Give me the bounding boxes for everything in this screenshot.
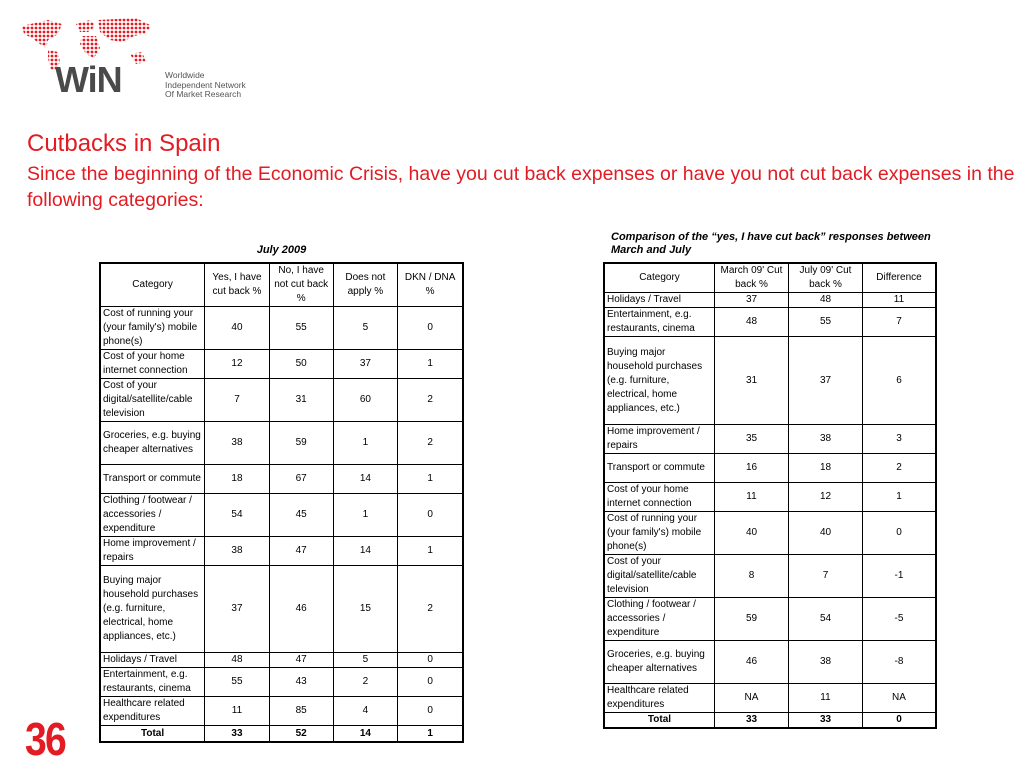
row-value-cell: 11 [789,684,863,713]
row-category-cell: Cost of running your (your family's) mobile phone(s) [605,512,715,555]
row-value-cell: 38 [205,537,270,566]
row-category-cell: Cost of running your (your family's) mobile phone(s) [101,307,205,350]
total-value-cell: 33 [715,713,789,728]
row-value-cell: 60 [333,379,398,422]
row-value-cell: 3 [863,425,936,454]
header-dkn-dna: DKN / DNA % [398,264,463,307]
row-value-cell: 0 [398,668,463,697]
total-value-cell: 0 [863,713,936,728]
row-value-cell: 1 [398,537,463,566]
table-row [605,555,936,598]
table-row [101,566,463,653]
row-category-cell: Cost of your digital/satellite/cable television [605,555,715,598]
table-row [605,308,936,337]
row-value-cell: 2 [863,454,936,483]
row-category-cell: Cost of your home internet connection [605,483,715,512]
table-row [101,465,463,494]
row-category-cell: Entertainment, e.g. restaurants, cinema [101,668,205,697]
row-category-cell: Groceries, e.g. buying cheaper alternatives [101,422,205,465]
table-row [101,653,463,668]
row-value-cell: 7 [863,308,936,337]
table-row [605,454,936,483]
table-row [605,337,936,425]
total-value-cell: 52 [269,726,333,742]
row-value-cell: 18 [789,454,863,483]
row-value-cell: 31 [269,379,333,422]
total-value-cell: 14 [333,726,398,742]
row-category-cell: Holidays / Travel [605,293,715,308]
row-value-cell: 7 [789,555,863,598]
row-value-cell: 55 [789,308,863,337]
row-value-cell: 37 [205,566,270,653]
row-value-cell: 0 [398,494,463,537]
logo-tagline-line3: Of Market Research [165,89,242,99]
row-value-cell: 37 [333,350,398,379]
row-value-cell: -8 [863,641,936,684]
header-yes-cut-back: Yes, I have cut back % [205,264,270,307]
row-value-cell: 45 [269,494,333,537]
row-category-cell: Healthcare related expenditures [605,684,715,713]
row-value-cell: 54 [789,598,863,641]
row-value-cell: 0 [398,697,463,726]
row-value-cell: 46 [269,566,333,653]
row-category-cell: Home improvement / repairs [101,537,205,566]
row-value-cell: 85 [269,697,333,726]
row-value-cell: 12 [789,483,863,512]
row-category-cell: Home improvement / repairs [605,425,715,454]
row-value-cell: 11 [863,293,936,308]
row-value-cell: 37 [789,337,863,425]
row-value-cell: 38 [789,641,863,684]
row-value-cell: 18 [205,465,270,494]
table-row [101,697,463,726]
row-value-cell: 1 [398,465,463,494]
header-july-cut-back: July 09' Cut back % [789,264,863,293]
row-value-cell: 40 [715,512,789,555]
row-value-cell: 48 [715,308,789,337]
logo-tagline-line1: Worldwide [165,70,205,80]
row-value-cell: 0 [398,307,463,350]
july-2009-table [100,263,463,742]
row-value-cell: 43 [269,668,333,697]
row-category-cell: Holidays / Travel [101,653,205,668]
total-label-cell: Total [605,713,715,728]
row-value-cell: 37 [715,293,789,308]
logo-tagline [165,71,246,100]
table-row [605,425,936,454]
row-value-cell: 15 [333,566,398,653]
row-value-cell: 2 [398,422,463,465]
row-value-cell: 2 [398,379,463,422]
win-logo [18,18,258,98]
row-value-cell: 7 [205,379,270,422]
row-category-cell: Groceries, e.g. buying cheaper alternatives [605,641,715,684]
row-value-cell: NA [863,684,936,713]
row-value-cell: 11 [715,483,789,512]
row-value-cell: 55 [205,668,270,697]
row-value-cell: 31 [715,337,789,425]
row-category-cell: Clothing / footwear / accessories / expenditure [605,598,715,641]
table-row [101,537,463,566]
table-row [101,422,463,465]
slide-title: Cutbacks in Spain [27,130,221,157]
table-row [101,307,463,350]
row-value-cell: 55 [269,307,333,350]
row-value-cell: 54 [205,494,270,537]
total-value-cell: 33 [789,713,863,728]
row-value-cell: 0 [398,653,463,668]
row-category-cell: Transport or commute [101,465,205,494]
logo-tagline-line2: Independent Network [165,79,246,90]
row-value-cell: 59 [715,598,789,641]
right-table-caption: Comparison of the “yes, I have cut back” responses between March and July [611,231,931,256]
header-category: Category [101,264,205,307]
row-value-cell: 40 [205,307,270,350]
row-value-cell: 1 [333,422,398,465]
row-value-cell: 47 [269,537,333,566]
row-value-cell: 14 [333,465,398,494]
table-row [605,598,936,641]
row-value-cell: 2 [333,668,398,697]
header-does-not-apply: Does not apply % [333,264,398,307]
row-value-cell: 16 [715,454,789,483]
row-category-cell: Buying major household purchases (e.g. furniture, electrical, home appliances, etc.) [605,337,715,425]
row-value-cell: 50 [269,350,333,379]
row-value-cell: 47 [269,653,333,668]
row-value-cell: -5 [863,598,936,641]
row-value-cell: 46 [715,641,789,684]
table-row [101,379,463,422]
left-table-caption: July 2009 [256,244,307,256]
row-value-cell: NA [715,684,789,713]
row-value-cell: 2 [398,566,463,653]
row-category-cell: Transport or commute [605,454,715,483]
row-value-cell: 5 [333,307,398,350]
header-category: Category [605,264,715,293]
row-value-cell: 8 [715,555,789,598]
table-row [605,293,936,308]
page-number: 36 [25,713,66,765]
total-row [605,713,936,728]
row-value-cell: 1 [333,494,398,537]
row-value-cell: -1 [863,555,936,598]
table-row [101,494,463,537]
row-category-cell: Clothing / footwear / accessories / expenditure [101,494,205,537]
row-value-cell: 35 [715,425,789,454]
row-value-cell: 48 [205,653,270,668]
row-category-cell: Healthcare related expenditures [101,697,205,726]
header-no-cut-back: No, I have not cut back % [269,264,333,307]
table-row [101,668,463,697]
row-category-cell: Entertainment, e.g. restaurants, cinema [605,308,715,337]
row-value-cell: 1 [863,483,936,512]
row-value-cell: 38 [205,422,270,465]
total-row [101,726,463,742]
row-value-cell: 5 [333,653,398,668]
row-value-cell: 12 [205,350,270,379]
total-value-cell: 33 [205,726,270,742]
row-value-cell: 40 [789,512,863,555]
table-row [101,350,463,379]
row-category-cell: Cost of your home internet connection [101,350,205,379]
row-value-cell: 59 [269,422,333,465]
row-value-cell: 14 [333,537,398,566]
march-july-comparison-table [604,263,936,728]
row-category-cell: Cost of your digital/satellite/cable television [101,379,205,422]
row-category-cell: Buying major household purchases (e.g. furniture, electrical, home appliances, etc.) [101,566,205,653]
row-value-cell: 67 [269,465,333,494]
row-value-cell: 11 [205,697,270,726]
header-march-cut-back: March 09' Cut back % [715,264,789,293]
table-header-row [101,264,463,307]
table-row [605,641,936,684]
total-value-cell: 1 [398,726,463,742]
table-row [605,512,936,555]
header-difference: Difference [863,264,936,293]
total-label-cell: Total [101,726,205,742]
table-row [605,483,936,512]
row-value-cell: 1 [398,350,463,379]
table-header-row [605,264,936,293]
slide-subtitle: Since the beginning of the Economic Crisis, have you cut back expenses or have you not cut back expenses in the following categories: [27,163,1015,211]
row-value-cell: 38 [789,425,863,454]
row-value-cell: 4 [333,697,398,726]
row-value-cell: 6 [863,337,936,425]
logo-wordmark: WiN [55,59,122,100]
row-value-cell: 48 [789,293,863,308]
table-row [605,684,936,713]
row-value-cell: 0 [863,512,936,555]
